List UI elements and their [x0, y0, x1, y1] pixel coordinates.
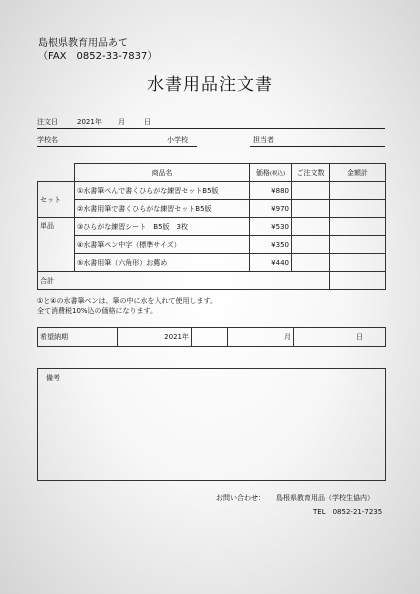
product-price: ¥970 — [250, 200, 292, 218]
qty-cell[interactable] — [292, 182, 330, 200]
recipient-block — [38, 37, 157, 63]
product-price: ¥350 — [250, 236, 292, 254]
amount-cell[interactable] — [330, 218, 386, 236]
group-single: 単品 — [38, 218, 75, 272]
order-date-underline — [37, 128, 385, 129]
product-price: ¥440 — [250, 254, 292, 272]
header-product: 商品名 — [75, 164, 250, 182]
delivery-month: 月 — [228, 328, 294, 347]
total-row — [38, 272, 386, 290]
person-underline — [250, 146, 385, 147]
contact-org: 島根県教育用品（学校生協内） — [276, 494, 374, 502]
table-row — [38, 218, 386, 236]
delivery-label: 希望納期 — [38, 328, 118, 347]
page-title: 水書用品注文書 — [147, 75, 273, 95]
total-amount-cell[interactable] — [330, 272, 386, 290]
delivery-month-cell[interactable] — [192, 328, 228, 347]
delivery-row — [38, 328, 386, 347]
order-day: 日 — [144, 118, 151, 126]
table-row — [38, 254, 386, 272]
order-table — [37, 163, 386, 290]
amount-cell[interactable] — [330, 254, 386, 272]
order-month: 月 — [118, 118, 125, 126]
person-label: 担当者 — [253, 136, 274, 144]
header-price: 価格(税込) — [250, 164, 292, 182]
fax-number: （FAX 0852-33-7837） — [38, 51, 158, 62]
recipient-name: 島根県教育用品あて — [38, 38, 128, 49]
header-blank — [38, 164, 75, 182]
header-amount: 金額計 — [330, 164, 386, 182]
amount-cell[interactable] — [330, 182, 386, 200]
product-name: ①水書筆ぺんで書くひらがな練習セットB5版 — [75, 182, 250, 200]
product-price: ¥530 — [250, 218, 292, 236]
contact-tel: TEL 0852-21-7235 — [313, 508, 383, 516]
group-set: セット — [38, 182, 75, 218]
order-year: 2021年 — [77, 118, 102, 126]
qty-cell[interactable] — [292, 254, 330, 272]
header-qty: ご注文数 — [292, 164, 330, 182]
qty-cell[interactable] — [292, 236, 330, 254]
school-suffix: 小学校 — [167, 136, 188, 144]
table-row — [38, 182, 386, 200]
product-name: ④水書筆ペン中字（標準サイズ） — [75, 236, 250, 254]
amount-cell[interactable] — [330, 200, 386, 218]
school-underline — [37, 146, 197, 147]
notes — [37, 296, 217, 316]
amount-cell[interactable] — [330, 236, 386, 254]
delivery-day: 日 — [294, 328, 386, 347]
school-label: 学校名 — [37, 136, 58, 144]
delivery-year: 2021年 — [118, 328, 192, 347]
table-row — [38, 236, 386, 254]
note-line-2: 全て消費税10%込の価格になります。 — [37, 307, 157, 315]
product-price: ¥880 — [250, 182, 292, 200]
product-name: ②水書用筆で書くひらがな練習セットB5版 — [75, 200, 250, 218]
order-date-label: 注文日 — [37, 118, 58, 126]
note-line-1: ①と④の水書筆ペンは、筆の中に水を入れて使用します。 — [37, 297, 217, 305]
remarks-label: 備考 — [46, 374, 60, 382]
product-name: ⑤水書用筆（六角形）お薦め — [75, 254, 250, 272]
qty-cell[interactable] — [292, 200, 330, 218]
qty-cell[interactable] — [292, 218, 330, 236]
table-header-row — [38, 164, 386, 182]
product-name: ③ひらがな練習シート B5版 3枚 — [75, 218, 250, 236]
contact-label: お問い合わせ： — [216, 494, 265, 502]
remarks-box[interactable] — [37, 368, 386, 481]
total-label: 合計 — [38, 272, 330, 290]
delivery-table — [37, 327, 386, 347]
table-row — [38, 200, 386, 218]
